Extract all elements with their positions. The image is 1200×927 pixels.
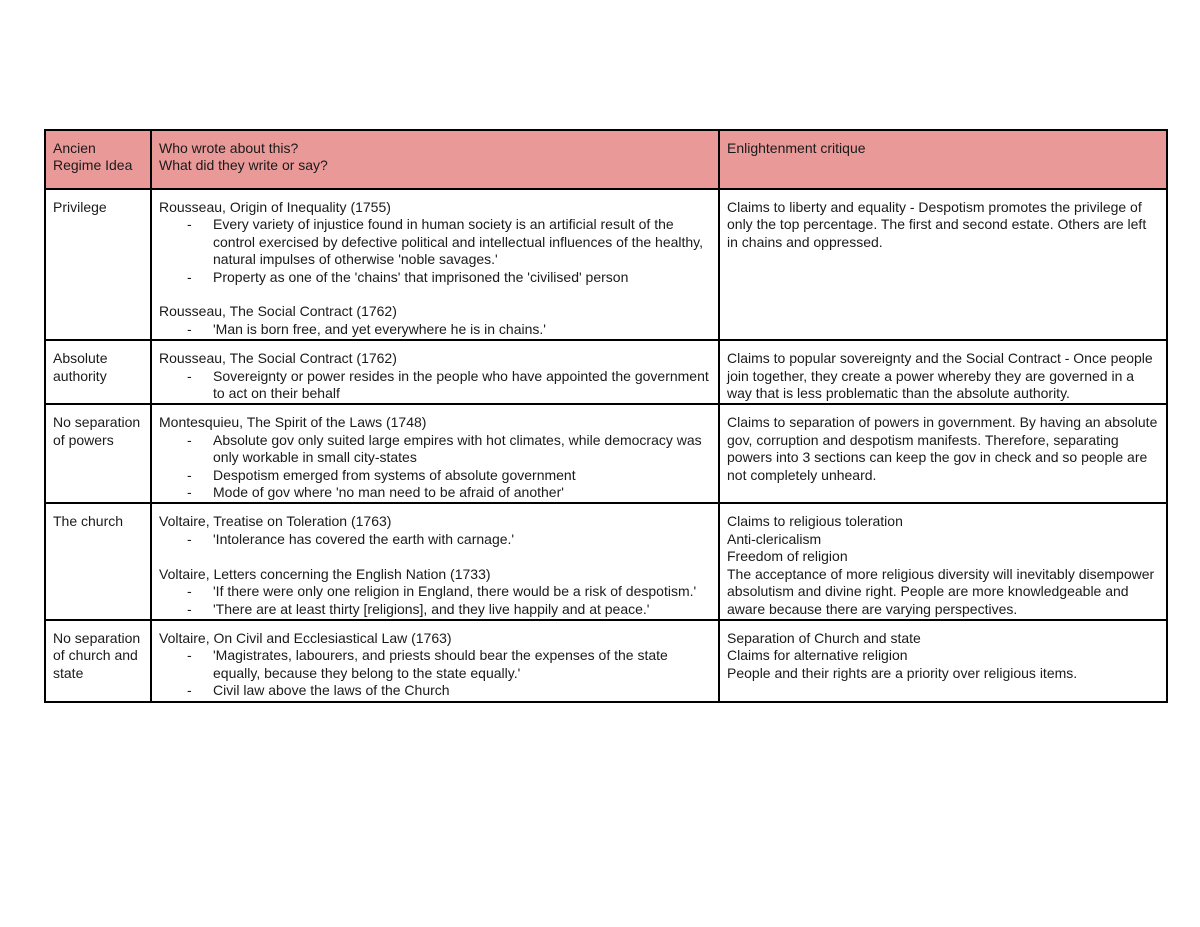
idea-cell <box>45 620 151 702</box>
idea-text: Privilege <box>53 199 107 215</box>
source-points <box>159 321 711 338</box>
header-who-wrote <box>151 130 719 189</box>
list-item: - Every variety of injustice found in human society is an artificial result of the control exercised by defective political and intellectual influences of the healthy, natural impulses of otherwise 'noble savages.' <box>159 216 711 268</box>
idea-text: No separation of church and state <box>53 629 141 681</box>
header-ancien-regime-idea <box>45 130 151 189</box>
critique-cell <box>719 340 1167 404</box>
list-item: - Sovereignty or power resides in the people who have appointed the government to act on their behalf <box>159 368 711 403</box>
source-points <box>159 583 711 618</box>
table-row <box>45 503 1167 619</box>
critique-text: Anti-clericalism <box>727 530 822 547</box>
source-block <box>159 350 711 402</box>
critique-text: Freedom of religion <box>727 548 848 565</box>
idea-text: No separation of powers <box>53 414 141 448</box>
source-citation: Rousseau, The Social Contract (1762) <box>159 303 397 320</box>
source-block <box>159 414 711 501</box>
critique-cell <box>719 404 1167 503</box>
critique-text: Claims to religious toleration <box>727 513 903 530</box>
header-text: Who wrote about this? What did they write or say? <box>159 140 328 174</box>
idea-cell <box>45 404 151 503</box>
source-citation: Voltaire, Treatise on Toleration (1763) <box>159 513 392 530</box>
table-header-row <box>45 130 1167 189</box>
list-item: - Despotism emerged from systems of absolute government <box>159 467 711 484</box>
source-citation: Montesquieu, The Spirit of the Laws (1748) <box>159 414 427 431</box>
idea-cell <box>45 189 151 340</box>
critique-cell <box>719 620 1167 702</box>
sources-cell <box>151 340 719 404</box>
table-row <box>45 620 1167 702</box>
list-item: - 'Man is born free, and yet everywhere he is in chains.' <box>159 321 711 338</box>
source-block <box>159 199 711 286</box>
idea-cell <box>45 340 151 404</box>
source-points <box>159 647 711 699</box>
critique-cell <box>719 189 1167 340</box>
header-text: Enlightenment critique <box>727 140 866 156</box>
critique-text: Claims to separation of powers in government. By having an absolute gov, corruption and despotism manifests. Therefore, separating powers into 3 sections can keep the gov in check and so people are not completely unheard. <box>727 414 1158 483</box>
table-row <box>45 340 1167 404</box>
source-points <box>159 368 711 403</box>
source-citation: Voltaire, On Civil and Ecclesiastical Law (1763) <box>159 629 452 646</box>
header-text: Ancien Regime Idea <box>53 140 133 174</box>
list-item: - 'There are at least thirty [religions], and they live happily and at peace.' <box>159 601 711 618</box>
idea-text: The church <box>53 513 124 530</box>
list-item: - Mode of gov where 'no man need to be afraid of another' <box>159 484 711 501</box>
critique-text: Separation of Church and state <box>727 629 921 646</box>
source-points <box>159 216 711 286</box>
sources-cell <box>151 620 719 702</box>
source-block <box>159 630 711 700</box>
source-block <box>159 513 711 548</box>
source-citation: Voltaire, Letters concerning the English Nation (1733) <box>159 565 491 582</box>
source-points <box>159 432 711 502</box>
list-item: - Absolute gov only suited large empires with hot climates, while democracy was only workable in small city-states <box>159 432 711 467</box>
list-item: - 'Magistrates, labourers, and priests should bear the expenses of the state equally, because they belong to the state equally.' <box>159 647 711 682</box>
list-item: - 'If there were only one religion in England, there would be a risk of despotism.' <box>159 583 711 600</box>
source-points <box>159 531 711 548</box>
source-block <box>159 566 711 618</box>
source-citation: Rousseau, Origin of Inequality (1755) <box>159 199 391 215</box>
table-row <box>45 404 1167 503</box>
critique-text: Claims to popular sovereignty and the Social Contract - Once people join together, they create a power whereby they are governed in a way that is less problematic than the absolute authority. <box>727 350 1153 402</box>
source-citation: Rousseau, The Social Contract (1762) <box>159 350 397 367</box>
list-item: - Civil law above the laws of the Church <box>159 682 711 699</box>
critique-text: Claims for alternative religion <box>727 647 908 664</box>
critique-text: People and their rights are a priority over religious items. <box>727 664 1078 681</box>
critique-text: The acceptance of more religious diversity will inevitably disempower absolutism and divine right. People are more knowledgeable and aware because there are varying perspectives. <box>727 565 1155 617</box>
idea-cell <box>45 503 151 619</box>
idea-text: Absolute authority <box>53 350 108 384</box>
sources-cell <box>151 503 719 619</box>
table-row <box>45 189 1167 340</box>
critique-cell <box>719 503 1167 619</box>
sources-cell <box>151 404 719 503</box>
list-item: - Property as one of the 'chains' that imprisoned the 'civilised' person <box>159 269 711 286</box>
critique-text: Claims to liberty and equality - Despotism promotes the privilege of only the top percentage. The first and second estate. Others are left in chains and oppressed. <box>727 199 1147 250</box>
header-enlightenment-critique <box>719 130 1167 189</box>
sources-cell <box>151 189 719 340</box>
list-item: - 'Intolerance has covered the earth with carnage.' <box>159 531 711 548</box>
comparison-table <box>44 129 1168 703</box>
source-block <box>159 303 711 338</box>
